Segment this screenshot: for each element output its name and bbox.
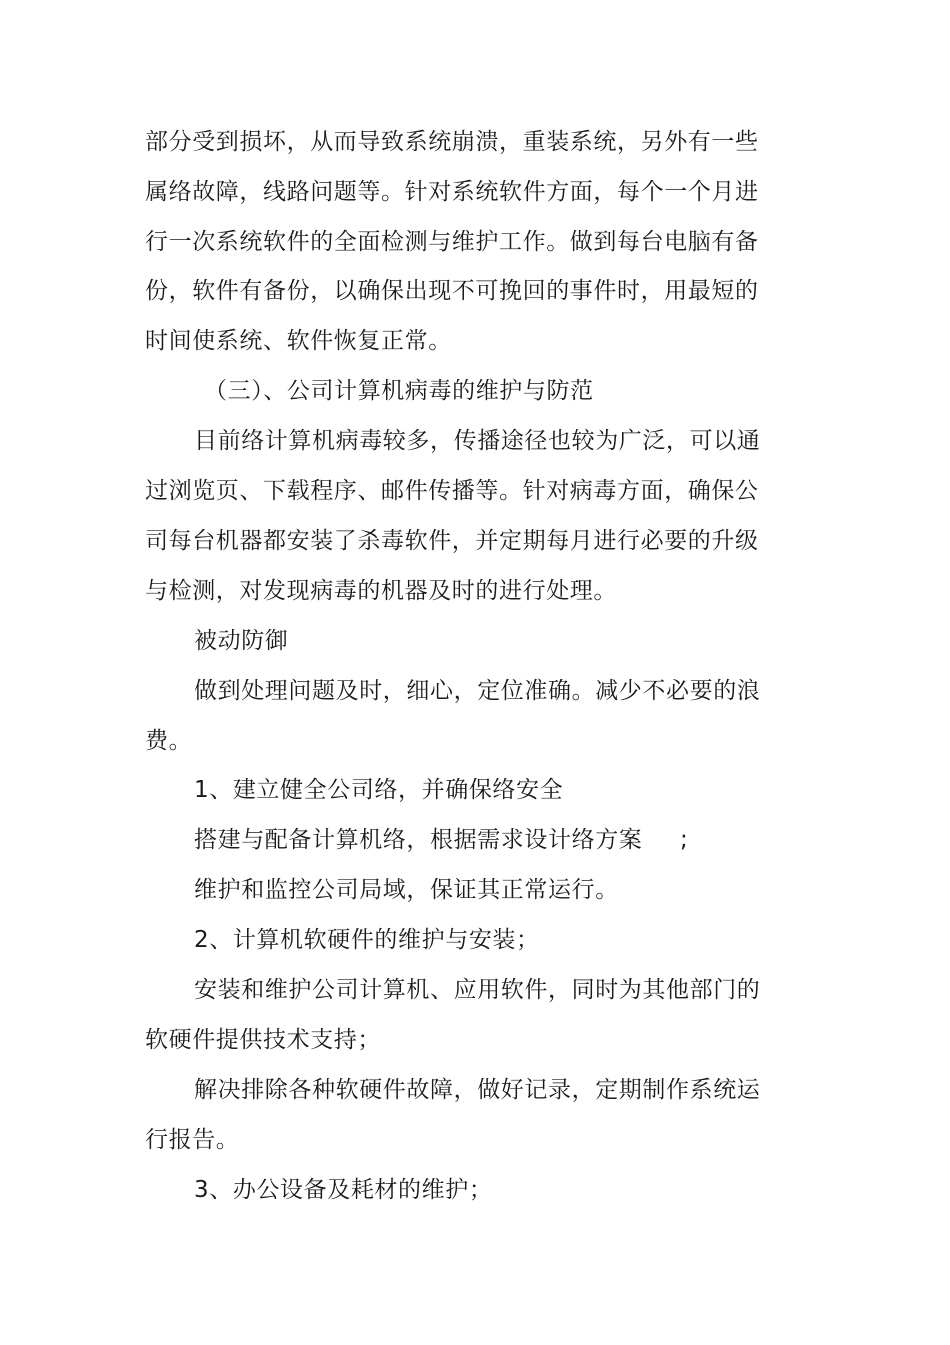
text-line: 时间使系统、软件恢复正常。 <box>145 328 452 354</box>
subheading: 被动防御 <box>194 628 289 654</box>
text-line: 费。 <box>145 728 193 754</box>
text-line: 司每台机器都安装了杀毒软件，并定期每月进行必要的升级 <box>145 528 759 554</box>
text-line: 维护和监控公司局域，保证其正常运行。 <box>194 877 619 903</box>
list-item-heading: 2、计算机软硬件的维护与安装； <box>194 927 540 953</box>
text-line: 做到处理问题及时，细心，定位准确。减少不必要的浪 <box>194 678 761 704</box>
text-line: 份，软件有备份，以确保出现不可挽回的事件时，用最短的 <box>145 278 759 304</box>
text-line: 解决排除各种软硬件故障，做好记录，定期制作系统运 <box>194 1077 761 1103</box>
text-line: 部分受到损坏，从而导致系统崩溃，重装系统，另外有一些 <box>145 129 759 155</box>
text-line: 行报告。 <box>145 1127 240 1153</box>
text-line: 软硬件提供技术支持； <box>145 1027 381 1053</box>
trailing-semicolon: ; <box>680 827 688 853</box>
text-line: 属络故障，线路问题等。针对系统软件方面，每个一个月进 <box>145 179 759 205</box>
text-line: 搭建与配备计算机络，根据需求设计络方案 <box>194 827 643 853</box>
text-line: 安装和维护公司计算机、应用软件，同时为其他部门的 <box>194 977 761 1003</box>
text-line: 目前络计算机病毒较多，传播途径也较为广泛，可以通 <box>194 428 761 454</box>
section-heading: （三）、公司计算机病毒的维护与防范 <box>204 378 594 404</box>
text-line: 过浏览页、下载程序、邮件传播等。针对病毒方面，确保公 <box>145 478 759 504</box>
list-item-heading: 1、建立健全公司络，并确保络安全 <box>194 777 564 803</box>
text-line: 与检测，对发现病毒的机器及时的进行处理。 <box>145 578 617 604</box>
list-item-heading: 3、办公设备及耗材的维护； <box>194 1177 493 1203</box>
text-line: 行一次系统软件的全面检测与维护工作。做到每台电脑有备 <box>145 229 759 255</box>
